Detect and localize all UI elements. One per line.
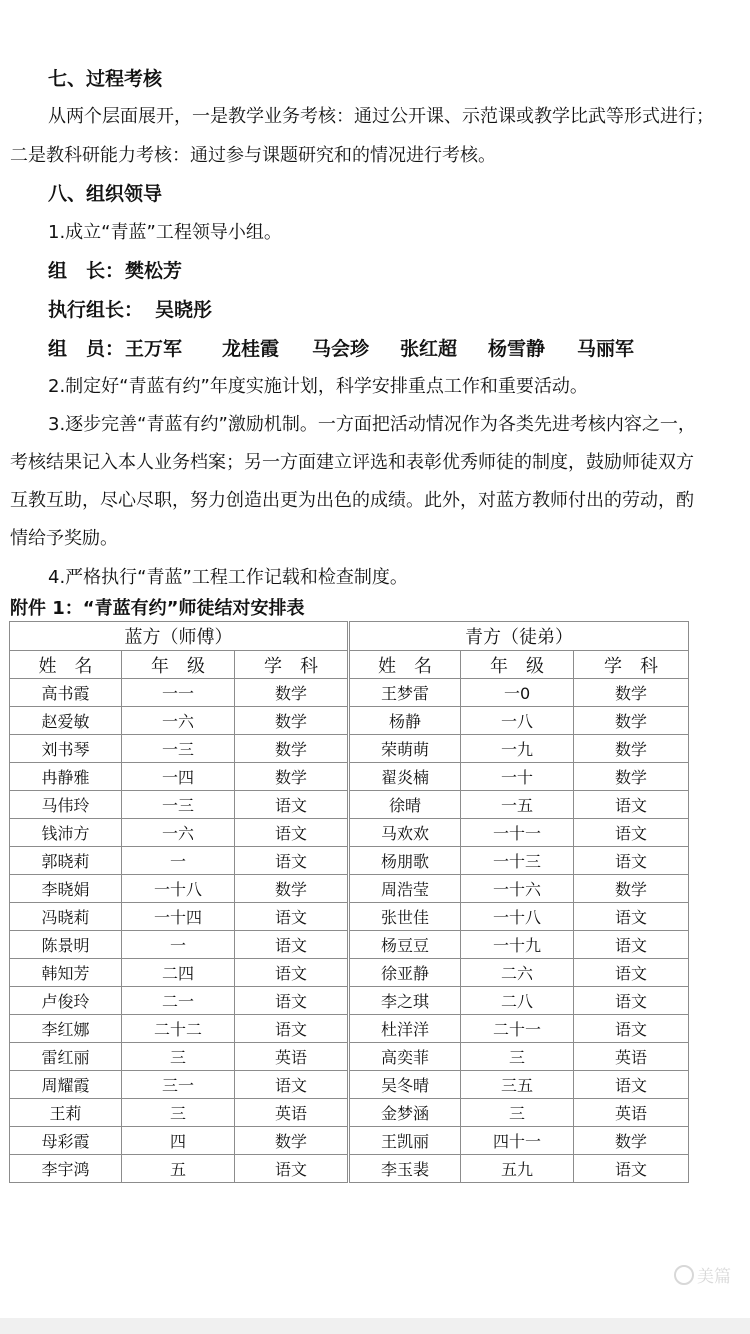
mentor-subject-cell: 语文 [235,959,349,987]
mentor-name-cell: 母彩霞 [10,1127,122,1155]
member-name: 张红超 [400,338,458,360]
apprentice-grade-cell: 一十八 [461,903,574,931]
mentor-grade-cell: 一十八 [122,875,235,903]
mentor-name-cell: 马伟玲 [10,791,122,819]
item-3-line-4: 情给予奖励。 [10,528,118,549]
mentor-grade-cell: 三一 [122,1071,235,1099]
apprentice-subject-cell: 英语 [574,1099,689,1127]
mentor-subject-cell: 语文 [235,931,349,959]
column-header: 姓 名 [349,651,461,679]
column-header: 年 级 [122,651,235,679]
mentor-grade-cell: 四 [122,1127,235,1155]
apprentice-name-cell: 张世佳 [349,903,461,931]
apprentice-grade-cell: 三 [461,1043,574,1071]
mentor-grade-cell: 一 [122,931,235,959]
apprentice-subject-cell: 语文 [574,819,689,847]
table-row [10,987,689,1015]
mentor-grade-cell: 二十二 [122,1015,235,1043]
mentor-subject-cell: 数学 [235,1127,349,1155]
mentor-grade-cell: 一六 [122,819,235,847]
apprentice-name-cell: 吴冬晴 [349,1071,461,1099]
mentor-name-cell: 雷红丽 [10,1043,122,1071]
appendix-title: 附件 1：“青蓝有约”师徒结对安排表 [10,598,305,619]
apprentice-grade-cell: 三五 [461,1071,574,1099]
apprentice-name-cell: 杨静 [349,707,461,735]
mentor-grade-cell: 一一 [122,679,235,707]
apprentice-subject-cell: 英语 [574,1043,689,1071]
section-7-body-line-1: 从两个层面展开，一是教学业务考核：通过公开课、示范课或教学比武等形式进行； [48,106,714,127]
apprentice-grade-cell: 一十九 [461,931,574,959]
mentor-subject-cell: 数学 [235,679,349,707]
table-row [10,763,689,791]
table-row [10,819,689,847]
members-label: 组 员： [48,338,125,360]
apprentice-name-cell: 杨豆豆 [349,931,461,959]
watermark [674,1262,731,1287]
apprentice-name-cell: 翟炎楠 [349,763,461,791]
mentor-grade-cell: 二一 [122,987,235,1015]
item-3-line-2: 考核结果记入本人业务档案；另一方面建立评选和表彰优秀师徒的制度，鼓励师徒双方 [10,452,694,473]
mentor-name-cell: 李晓娟 [10,875,122,903]
mentor-subject-cell: 数学 [235,707,349,735]
table-row [10,931,689,959]
bottom-band [0,1318,750,1334]
mentor-name-cell: 郭晓莉 [10,847,122,875]
mentor-grade-cell: 一三 [122,735,235,763]
table-row [10,903,689,931]
item-3-line-3: 互教互助，尽心尽职，努力创造出更为出色的成绩。此外，对蓝方教师付出的劳动，酌 [10,490,694,511]
mentor-subject-cell: 英语 [235,1099,349,1127]
mentor-name-cell: 李宇鸿 [10,1155,122,1183]
mentor-name-cell: 刘书琴 [10,735,122,763]
group-header-mentor: 蓝方（师傅） [10,622,349,651]
mentor-name-cell: 赵爱敏 [10,707,122,735]
column-header: 年 级 [461,651,574,679]
table-body [10,679,689,1183]
mentor-name-cell: 韩知芳 [10,959,122,987]
mentor-pairing-table [9,621,689,1183]
apprentice-subject-cell: 语文 [574,847,689,875]
apprentice-subject-cell: 语文 [574,987,689,1015]
apprentice-subject-cell: 语文 [574,1155,689,1183]
mentor-grade-cell: 三 [122,1099,235,1127]
item-4-text: 4.严格执行“青蓝”工程工作记载和检查制度。 [48,567,408,588]
mentor-subject-cell: 语文 [235,987,349,1015]
apprentice-name-cell: 杨朋歌 [349,847,461,875]
apprentice-grade-cell: 五九 [461,1155,574,1183]
member-name: 龙桂霞 [222,338,280,360]
apprentice-name-cell: 马欢欢 [349,819,461,847]
apprentice-grade-cell: 二六 [461,959,574,987]
apprentice-name-cell: 高奕菲 [349,1043,461,1071]
mentor-name-cell: 冯晓莉 [10,903,122,931]
apprentice-name-cell: 徐晴 [349,791,461,819]
mentor-grade-cell: 一十四 [122,903,235,931]
mentor-grade-cell: 一 [122,847,235,875]
apprentice-grade-cell: 一0 [461,679,574,707]
mentor-subject-cell: 数学 [235,735,349,763]
apprentice-subject-cell: 数学 [574,875,689,903]
item-2-text: 2.制定好“青蓝有约”年度实施计划，科学安排重点工作和重要活动。 [48,376,588,397]
table-row [10,1071,689,1099]
mentor-name-cell: 周耀霞 [10,1071,122,1099]
mentor-grade-cell: 二四 [122,959,235,987]
apprentice-name-cell: 王凯丽 [349,1127,461,1155]
table-row [10,1043,689,1071]
group-header-apprentice: 青方（徒弟） [349,622,689,651]
apprentice-grade-cell: 二十一 [461,1015,574,1043]
mentor-subject-cell: 数学 [235,763,349,791]
apprentice-grade-cell: 三 [461,1099,574,1127]
table-row [10,875,689,903]
mentor-name-cell: 陈景明 [10,931,122,959]
apprentice-subject-cell: 数学 [574,707,689,735]
table-row [10,1099,689,1127]
apprentice-grade-cell: 一十 [461,763,574,791]
mentor-subject-cell: 语文 [235,819,349,847]
apprentice-subject-cell: 语文 [574,791,689,819]
table-row [10,1127,689,1155]
table-row [10,735,689,763]
column-header: 学 科 [235,651,349,679]
column-header: 姓 名 [10,651,122,679]
mentor-grade-cell: 三 [122,1043,235,1071]
apprentice-name-cell: 李之琪 [349,987,461,1015]
apprentice-name-cell: 李玉裴 [349,1155,461,1183]
apprentice-name-cell: 周浩莹 [349,875,461,903]
mentor-subject-cell: 数学 [235,875,349,903]
apprentice-grade-cell: 一十三 [461,847,574,875]
section-7-heading: 七、过程考核 [48,68,163,90]
apprentice-subject-cell: 数学 [574,1127,689,1155]
mentor-grade-cell: 一四 [122,763,235,791]
item-1-text: 1.成立“青蓝”工程领导小组。 [48,222,282,243]
apprentice-subject-cell: 数学 [574,735,689,763]
table-row [10,679,689,707]
apprentice-grade-cell: 一十六 [461,875,574,903]
apprentice-grade-cell: 一九 [461,735,574,763]
mentor-subject-cell: 语文 [235,1015,349,1043]
apprentice-grade-cell: 一五 [461,791,574,819]
mentor-subject-cell: 语文 [235,791,349,819]
apprentice-subject-cell: 数学 [574,679,689,707]
apprentice-subject-cell: 语文 [574,903,689,931]
apprentice-name-cell: 杜洋洋 [349,1015,461,1043]
member-name: 王万军 [125,338,183,360]
leader-name: 樊松芳 [125,260,183,282]
apprentice-grade-cell: 四十一 [461,1127,574,1155]
leader-label: 组 长： [48,260,125,282]
apprentice-grade-cell: 二八 [461,987,574,1015]
mentor-subject-cell: 语文 [235,1071,349,1099]
table-row [10,791,689,819]
section-7-body-line-2: 二是教科研能力考核：通过参与课题研究和的情况进行考核。 [10,145,496,166]
exec-leader-label: 执行组长： [48,299,144,321]
apprentice-grade-cell: 一八 [461,707,574,735]
column-header: 学 科 [574,651,689,679]
watermark-logo-icon [674,1265,694,1285]
item-3-line-1: 3.逐步完善“青蓝有约”激励机制。一方面把活动情况作为各类先进考核内容之一， [48,414,696,435]
mentor-name-cell: 冉静雅 [10,763,122,791]
mentor-subject-cell: 语文 [235,903,349,931]
apprentice-subject-cell: 语文 [574,959,689,987]
apprentice-subject-cell: 语文 [574,1015,689,1043]
apprentice-name-cell: 王梦雷 [349,679,461,707]
table-row [10,959,689,987]
mentor-grade-cell: 一三 [122,791,235,819]
apprentice-subject-cell: 语文 [574,1071,689,1099]
section-8-heading: 八、组织领导 [48,183,163,205]
mentor-subject-cell: 英语 [235,1043,349,1071]
mentor-name-cell: 李红娜 [10,1015,122,1043]
member-name: 杨雪静 [488,338,546,360]
mentor-name-cell: 高书霞 [10,679,122,707]
table-row [10,707,689,735]
member-name: 马会珍 [312,338,370,360]
apprentice-name-cell: 徐亚静 [349,959,461,987]
mentor-subject-cell: 语文 [235,847,349,875]
mentor-subject-cell: 语文 [235,1155,349,1183]
apprentice-subject-cell: 语文 [574,931,689,959]
table-row [10,1155,689,1183]
apprentice-grade-cell: 一十一 [461,819,574,847]
mentor-grade-cell: 一六 [122,707,235,735]
watermark-text: 美篇 [697,1267,731,1287]
member-name: 马丽军 [577,338,635,360]
apprentice-name-cell: 荣萌萌 [349,735,461,763]
mentor-name-cell: 卢俊玲 [10,987,122,1015]
exec-leader-name: 吴晓彤 [155,299,213,321]
apprentice-subject-cell: 数学 [574,763,689,791]
table-row [10,1015,689,1043]
mentor-grade-cell: 五 [122,1155,235,1183]
apprentice-name-cell: 金梦涵 [349,1099,461,1127]
table-row [10,847,689,875]
mentor-name-cell: 钱沛方 [10,819,122,847]
mentor-name-cell: 王莉 [10,1099,122,1127]
